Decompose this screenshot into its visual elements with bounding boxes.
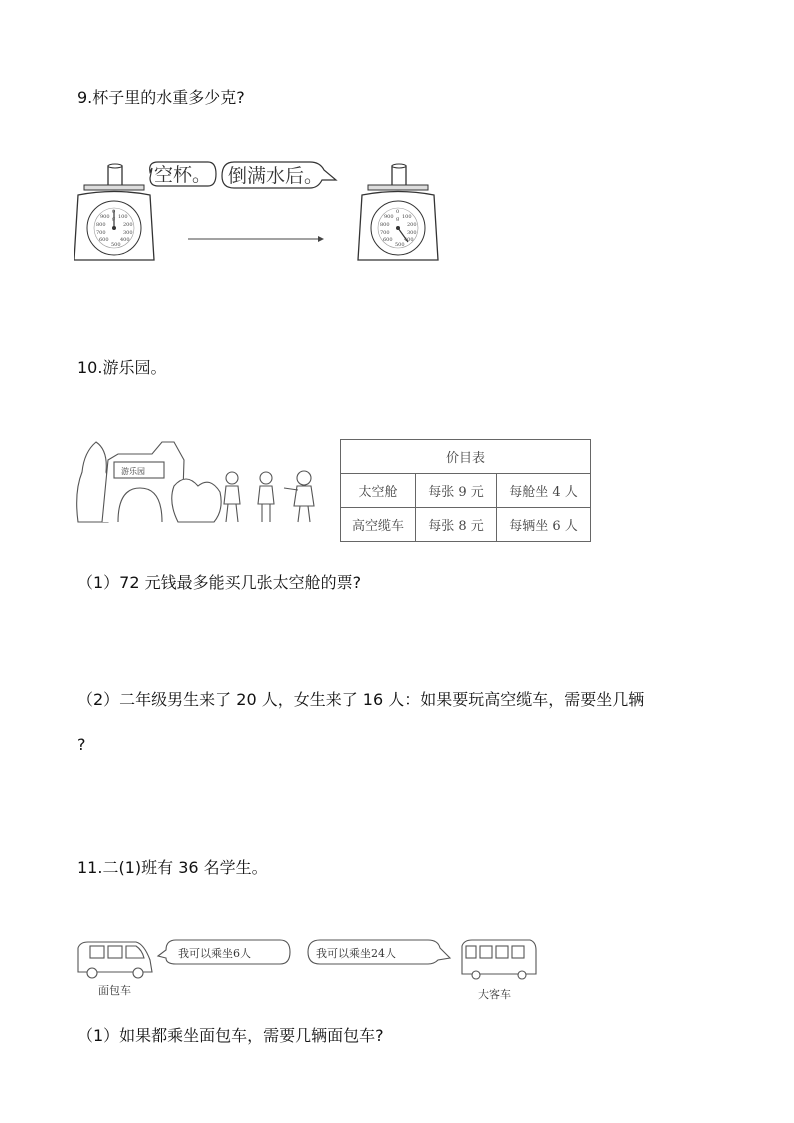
dial-right-tick-300: 300 xyxy=(407,230,417,236)
child-3-icon xyxy=(284,471,314,522)
table-cell: 每张 8 元 xyxy=(416,508,497,542)
van-label: 面包车 xyxy=(98,984,131,997)
table-cell: 高空缆车 xyxy=(341,508,416,542)
dial-left-tick-200: 200 xyxy=(123,222,133,228)
price-table xyxy=(340,439,591,542)
question-11-title: 11.二(1)班有 36 名学生。 xyxy=(77,858,268,877)
question-10-title: 10.游乐园。 xyxy=(77,358,167,377)
park-gate-icon xyxy=(77,442,221,522)
dial-right-unit: g xyxy=(396,216,400,222)
question-9-title: 9.杯子里的水重多少克? xyxy=(77,88,245,107)
dial-left-tick-400: 400 xyxy=(120,237,130,243)
dial-right-tick-100: 100 xyxy=(402,214,412,220)
dial-right-tick-200: 200 xyxy=(407,222,417,228)
question-11-part-1: （1）如果都乘坐面包车，需要几辆面包车? xyxy=(77,1026,384,1045)
dial-left-tick-300: 300 xyxy=(123,230,133,236)
table-row xyxy=(341,508,591,542)
table-cell: 太空舱 xyxy=(341,474,416,508)
child-1-icon xyxy=(224,472,240,522)
dial-right-tick-900: 900 xyxy=(384,214,394,220)
price-table-header: 价目表 xyxy=(341,440,591,474)
dial-left-tick-600: 600 xyxy=(99,237,109,243)
dial-left-unit: g xyxy=(112,216,116,222)
dial-left-tick-800: 800 xyxy=(96,222,106,228)
question-10-part-2: （2）二年级男生来了 20 人，女生来了 16 人：如果要玩高空缆车，需要坐几辆 xyxy=(77,690,645,709)
dial-left-tick-100: 100 xyxy=(118,214,128,220)
dial-left-tick-900: 900 xyxy=(100,214,110,220)
bubble-van-text: 我可以乘坐6人 xyxy=(178,947,251,960)
bubble-empty-text: 空杯。 xyxy=(154,164,212,186)
bubble-full-text: 倒满水后。 xyxy=(228,165,324,187)
q9-illustration xyxy=(74,150,444,270)
table-cell: 每张 9 元 xyxy=(416,474,497,508)
question-10-part-2-continuation: ? xyxy=(77,735,86,754)
child-2-icon xyxy=(258,472,274,522)
dial-left-tick-700: 700 xyxy=(96,230,106,236)
arrow-head-icon xyxy=(318,236,324,242)
table-cell: 每辆坐 6 人 xyxy=(497,508,591,542)
dial-left-tick-0: 0 xyxy=(112,209,116,215)
table-cell: 每舱坐 4 人 xyxy=(497,474,591,508)
dial-right-tick-700: 700 xyxy=(380,230,390,236)
kitchen-scale-full-icon xyxy=(358,164,438,260)
bus-label: 大客车 xyxy=(478,988,511,1001)
dial-right-tick-600: 600 xyxy=(383,237,393,243)
bubble-bus-text: 我可以乘坐24人 xyxy=(316,947,396,960)
gate-sign-text: 游乐园 xyxy=(121,467,145,476)
dial-right-tick-800: 800 xyxy=(380,222,390,228)
dial-left-tick-500: 500 xyxy=(111,242,121,248)
table-row xyxy=(341,474,591,508)
q11-illustration xyxy=(74,930,540,1006)
dial-right-tick-500: 500 xyxy=(395,242,405,248)
coach-bus-icon xyxy=(462,940,536,979)
dial-right-tick-0: 0 xyxy=(396,209,400,215)
amusement-park-illustration xyxy=(74,432,330,528)
dial-right-tick-400: 400 xyxy=(404,237,414,243)
minivan-icon xyxy=(78,942,152,978)
question-10-part-1: （1）72 元钱最多能买几张太空舱的票? xyxy=(77,573,362,592)
